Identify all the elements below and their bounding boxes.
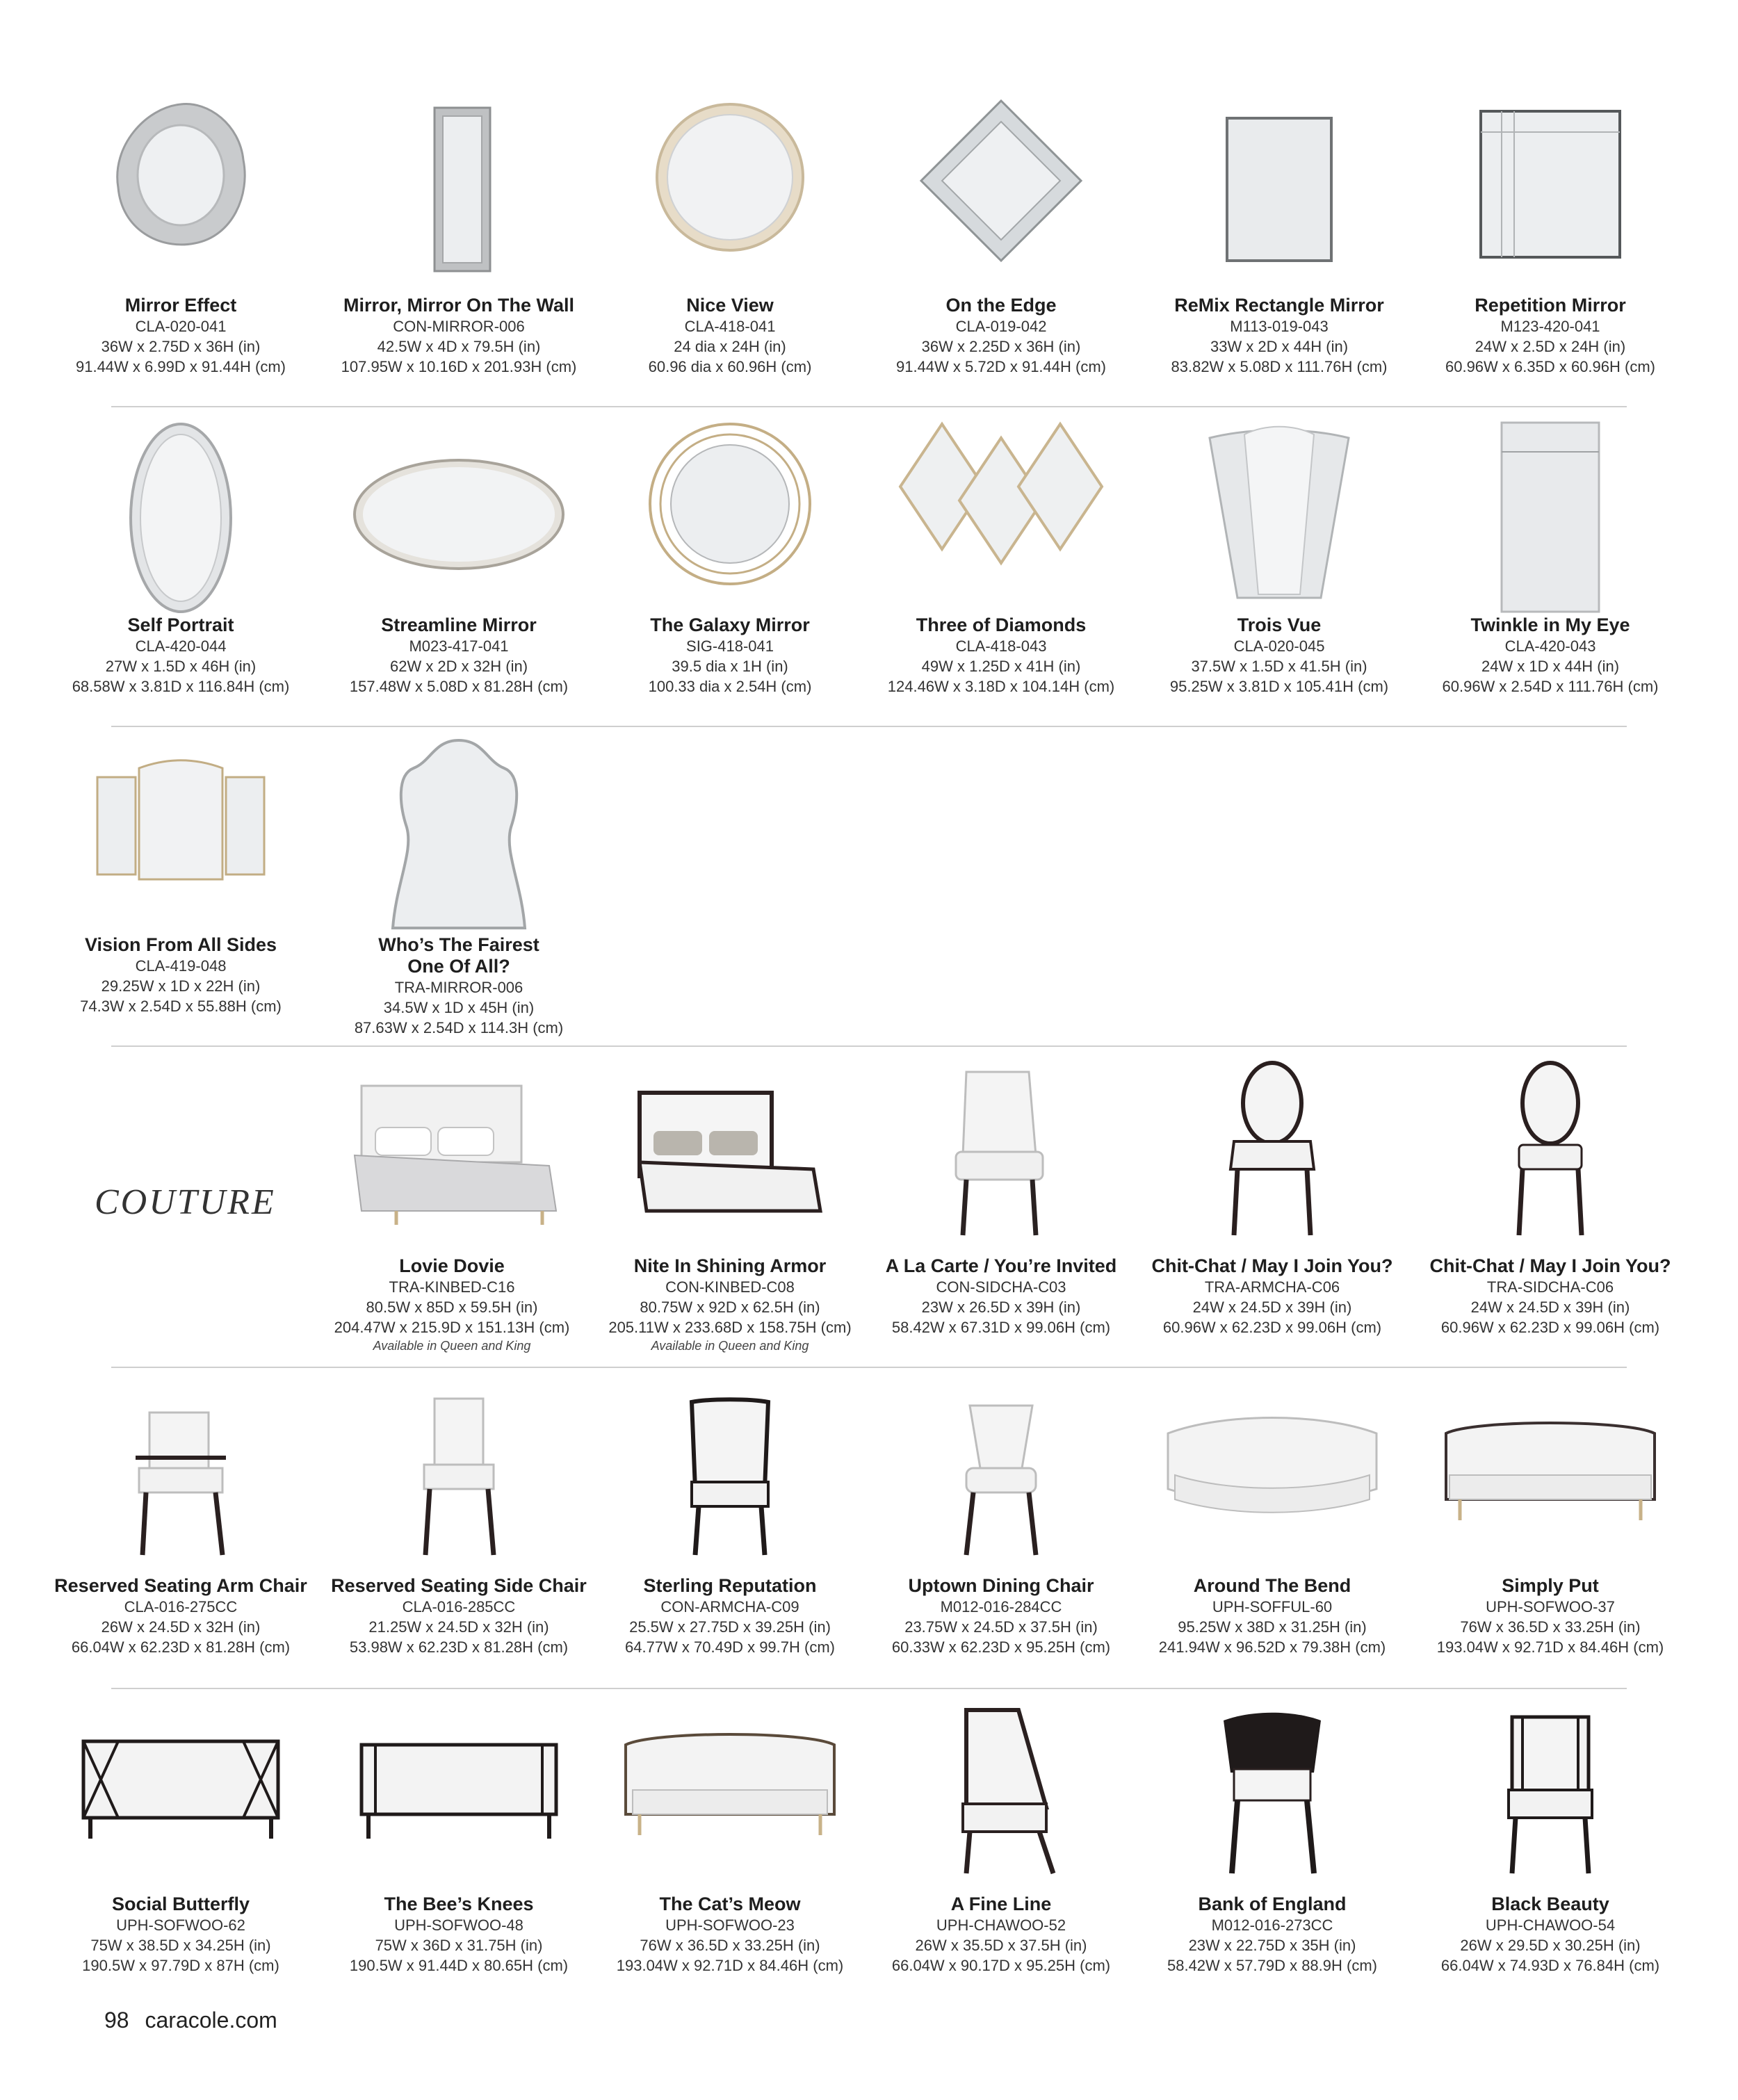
product-dims-cm: 241.94W x 96.52D x 79.38H (cm) xyxy=(1158,1638,1386,1656)
product-name: Sterling Reputation xyxy=(643,1575,817,1596)
product-dims-in: 80.75W x 92D x 62.5H (in) xyxy=(640,1299,820,1316)
product-dims-in: 25.5W x 27.75D x 39.25H (in) xyxy=(629,1618,831,1636)
product-name: Three of Diamonds xyxy=(916,614,1087,635)
row-divider xyxy=(111,406,1627,407)
product-dims-in: 36W x 2.75D x 36H (in) xyxy=(101,338,261,355)
product-dims-in: 24 dia x 24H (in) xyxy=(674,338,786,355)
product-sku: M113-019-043 xyxy=(1230,318,1329,335)
product-sku: CLA-418-043 xyxy=(955,637,1047,655)
site-link[interactable]: caracole.com xyxy=(145,2008,277,2033)
product-dims-in: 76W x 36.5D x 33.25H (in) xyxy=(640,1937,820,1954)
round-mirror-icon xyxy=(598,90,862,320)
product-dims-cm: 60.33W x 62.23D x 95.25H (cm) xyxy=(891,1638,1111,1656)
product-dims-in: 95.25W x 38D x 31.25H (in) xyxy=(1178,1618,1367,1636)
square-mirror-icon xyxy=(1418,90,1682,320)
product-sku: M012-016-273CC xyxy=(1211,1916,1333,1934)
product-sku: UPH-CHAWOO-54 xyxy=(1485,1916,1616,1934)
product-sku: CLA-418-041 xyxy=(684,318,776,335)
product-dims-cm: 60.96W x 6.35D x 60.96H (cm) xyxy=(1445,358,1655,375)
lounge-chair-icon xyxy=(869,1689,1133,1919)
product-dims-cm: 193.04W x 92.71D x 84.46H (cm) xyxy=(616,1957,844,1974)
product-name: The Cat’s Meow xyxy=(659,1894,801,1914)
product-sku: SIG-418-041 xyxy=(686,637,774,655)
product-sku: CON-MIRROR-006 xyxy=(393,318,525,335)
product-name: ReMix Rectangle Mirror xyxy=(1174,295,1384,316)
product-dims-cm: 60.96W x 62.23D x 99.06H (cm) xyxy=(1162,1319,1382,1336)
product-sku: UPH-SOFWOO-37 xyxy=(1486,1598,1615,1615)
curved-sofa-icon xyxy=(1140,1371,1404,1600)
product-name: Simply Put xyxy=(1502,1575,1599,1596)
fan-mirror-icon xyxy=(1147,410,1411,640)
product-dims-in: 29.25W x 1D x 22H (in) xyxy=(101,977,261,995)
product-note: Available in Queen and King xyxy=(373,1339,531,1353)
spindle-sofa-icon xyxy=(327,1689,591,1919)
product-dims-in: 23W x 22.75D x 35H (in) xyxy=(1188,1937,1356,1954)
section-label: COUTURE xyxy=(95,1182,276,1222)
product-dims-in: 24W x 24.5D x 39H (in) xyxy=(1470,1299,1630,1316)
product-sku: CLA-016-285CC xyxy=(402,1598,516,1615)
tall-rectangle-mirror-icon xyxy=(1418,410,1682,640)
product-name: The Bee’s Knees xyxy=(384,1894,534,1914)
product-name: Who’s The Fairest One Of All? xyxy=(378,934,539,977)
product-sku: CON-SIDCHA-C03 xyxy=(936,1278,1066,1296)
product-sku: UPH-SOFWOO-62 xyxy=(116,1916,245,1934)
oval-back-side-chair-icon xyxy=(1418,1051,1682,1280)
sofa-icon xyxy=(1418,1371,1682,1600)
product-name: Lovie Dovie xyxy=(399,1255,505,1276)
product-dims-cm: 68.58W x 3.81D x 116.84H (cm) xyxy=(72,678,290,695)
product-name: The Galaxy Mirror xyxy=(650,614,810,635)
product-sku: CON-KINBED-C08 xyxy=(665,1278,795,1296)
product-dims-in: 37.5W x 1.5D x 41.5H (in) xyxy=(1191,658,1367,675)
product-sku: CLA-420-044 xyxy=(135,637,227,655)
product-dims-in: 62W x 2D x 32H (in) xyxy=(389,658,528,675)
product-name: Chit-Chat / May I Join You? xyxy=(1429,1255,1671,1276)
product-dims-cm: 95.25W x 3.81D x 105.41H (cm) xyxy=(1169,678,1389,695)
triple-diamond-mirror-icon xyxy=(869,410,1133,640)
row-divider xyxy=(111,1045,1627,1047)
tufted-sofa-icon xyxy=(598,1689,862,1919)
product-name: Nice View xyxy=(686,295,774,316)
product-dims-cm: 91.44W x 6.99D x 91.44H (cm) xyxy=(75,358,286,375)
product-sku: CON-ARMCHA-C09 xyxy=(660,1598,799,1615)
product-dims-in: 75W x 38.5D x 34.25H (in) xyxy=(90,1937,271,1954)
product-sku: CLA-020-045 xyxy=(1233,637,1325,655)
product-name: Nite In Shining Armor xyxy=(633,1255,827,1276)
page-footer xyxy=(104,2008,277,2033)
product-name: Streamline Mirror xyxy=(381,614,537,635)
dining-chair-icon xyxy=(869,1371,1133,1600)
product-dims-in: 21.25W x 24.5D x 32H (in) xyxy=(368,1618,549,1636)
product-dims-in: 80.5W x 85D x 59.5H (in) xyxy=(366,1299,538,1316)
lattice-sofa-icon xyxy=(49,1689,313,1919)
product-name: Mirror, Mirror On The Wall xyxy=(343,295,575,316)
product-sku: M023-417-041 xyxy=(409,637,509,655)
product-name: Mirror Effect xyxy=(124,295,237,316)
product-name: A La Carte / You’re Invited xyxy=(885,1255,1117,1276)
product-dims-in: 24W x 1D x 44H (in) xyxy=(1481,658,1620,675)
product-dims-in: 23W x 26.5D x 39H (in) xyxy=(921,1299,1081,1316)
product-name: Vision From All Sides xyxy=(84,934,277,955)
upholstered-chair-icon xyxy=(869,1051,1133,1280)
product-name: Trois Vue xyxy=(1237,614,1322,635)
bed-icon xyxy=(320,1051,584,1280)
product-sku: TRA-SIDCHA-C06 xyxy=(1486,1278,1614,1296)
triptych-mirror-icon xyxy=(49,730,313,959)
product-dims-cm: 74.3W x 2.54D x 55.88H (cm) xyxy=(80,998,282,1015)
product-dims-cm: 100.33 dia x 2.54H (cm) xyxy=(648,678,812,695)
product-dims-cm: 87.63W x 2.54D x 114.3H (cm) xyxy=(354,1019,564,1036)
product-dims-cm: 60.96W x 2.54D x 111.76H (cm) xyxy=(1442,678,1659,695)
product-name: Bank of England xyxy=(1198,1894,1347,1914)
product-dims-in: 34.5W x 1D x 45H (in) xyxy=(383,999,535,1016)
product-name: Black Beauty xyxy=(1491,1894,1609,1914)
product-sku: CLA-020-041 xyxy=(135,318,227,335)
product-dims-in: 49W x 1.25D x 41H (in) xyxy=(921,658,1081,675)
diamond-mirror-icon xyxy=(869,90,1133,320)
product-dims-cm: 66.04W x 74.93D x 76.84H (cm) xyxy=(1440,1957,1660,1974)
product-dims-in: 36W x 2.25D x 36H (in) xyxy=(921,338,1081,355)
product-dims-in: 26W x 24.5D x 32H (in) xyxy=(101,1618,261,1636)
product-dims-cm: 124.46W x 3.18D x 104.14H (cm) xyxy=(887,678,1115,695)
product-dims-in: 75W x 36D x 31.75H (in) xyxy=(375,1937,543,1954)
product-sku: UPH-SOFFUL-60 xyxy=(1212,1598,1333,1615)
oval-horizontal-mirror-icon xyxy=(327,410,591,640)
product-name: Self Portrait xyxy=(127,614,234,635)
product-dims-in: 76W x 36.5D x 33.25H (in) xyxy=(1460,1618,1641,1636)
galaxy-round-mirror-icon xyxy=(598,410,862,640)
product-dims-in: 26W x 35.5D x 37.5H (in) xyxy=(915,1937,1087,1954)
oval-vertical-mirror-icon xyxy=(49,410,313,640)
product-name: On the Edge xyxy=(945,295,1057,316)
row-divider xyxy=(111,726,1627,727)
product-sku: TRA-MIRROR-006 xyxy=(394,979,523,996)
product-name: A Fine Line xyxy=(950,1894,1052,1914)
product-sku: M012-016-284CC xyxy=(940,1598,1062,1615)
row-divider xyxy=(111,1367,1627,1368)
product-sku: TRA-ARMCHA-C06 xyxy=(1204,1278,1340,1296)
rectangle-mirror-icon xyxy=(1147,90,1411,320)
product-name: Around The Bend xyxy=(1193,1575,1351,1596)
arched-mirror-icon xyxy=(327,730,591,959)
side-chair-icon xyxy=(327,1371,591,1600)
tall-framed-mirror-icon xyxy=(327,90,591,320)
product-dims-cm: 205.11W x 233.68D x 158.75H (cm) xyxy=(608,1319,852,1336)
product-dims-in: 26W x 29.5D x 30.25H (in) xyxy=(1460,1937,1641,1954)
product-dims-cm: 58.42W x 57.79D x 88.9H (cm) xyxy=(1167,1957,1377,1974)
product-name: Chit-Chat / May I Join You? xyxy=(1151,1255,1393,1276)
wavy-round-mirror-icon xyxy=(49,90,313,320)
product-dims-in: 39.5 dia x 1H (in) xyxy=(672,658,788,675)
product-dims-cm: 66.04W x 90.17D x 95.25H (cm) xyxy=(891,1957,1111,1974)
product-dims-in: 27W x 1.5D x 46H (in) xyxy=(105,658,257,675)
product-name: Social Butterfly xyxy=(111,1894,250,1914)
product-sku: CLA-016-275CC xyxy=(124,1598,238,1615)
product-dims-cm: 60.96W x 62.23D x 99.06H (cm) xyxy=(1440,1319,1660,1336)
product-sku: CLA-019-042 xyxy=(955,318,1047,335)
dark-frame-bed-icon xyxy=(598,1051,862,1280)
product-dims-cm: 190.5W x 91.44D x 80.65H (cm) xyxy=(349,1957,569,1974)
arm-chair-icon xyxy=(49,1371,313,1600)
product-dims-in: 24W x 24.5D x 39H (in) xyxy=(1192,1299,1352,1316)
spindle-armchair-icon xyxy=(1418,1689,1682,1919)
product-dims-in: 42.5W x 4D x 79.5H (in) xyxy=(377,338,541,355)
product-dims-cm: 91.44W x 5.72D x 91.44H (cm) xyxy=(895,358,1106,375)
product-sku: UPH-SOFWOO-48 xyxy=(394,1916,523,1934)
product-dims-cm: 157.48W x 5.08D x 81.28H (cm) xyxy=(349,678,569,695)
product-dims-cm: 83.82W x 5.08D x 111.76H (cm) xyxy=(1171,358,1388,375)
product-name: Reserved Seating Side Chair xyxy=(331,1575,587,1596)
product-dims-cm: 66.04W x 62.23D x 81.28H (cm) xyxy=(71,1638,291,1656)
product-dims-cm: 60.96 dia x 60.96H (cm) xyxy=(648,358,812,375)
product-sku: UPH-SOFWOO-23 xyxy=(665,1916,795,1934)
product-name: Reserved Seating Arm Chair xyxy=(54,1575,307,1596)
product-name: Twinkle in My Eye xyxy=(1470,614,1630,635)
oval-back-armchair-icon xyxy=(1140,1051,1404,1280)
product-name: Repetition Mirror xyxy=(1475,295,1626,316)
product-dims-in: 33W x 2D x 44H (in) xyxy=(1210,338,1349,355)
product-dims-in: 23.75W x 24.5D x 37.5H (in) xyxy=(904,1618,1098,1636)
product-dims-cm: 53.98W x 62.23D x 81.28H (cm) xyxy=(349,1638,569,1656)
product-name: Uptown Dining Chair xyxy=(908,1575,1094,1596)
product-dims-cm: 64.77W x 70.49D x 99.7H (cm) xyxy=(624,1638,835,1656)
product-dims-cm: 107.95W x 10.16D x 201.93H (cm) xyxy=(341,358,577,375)
barrel-chair-icon xyxy=(1140,1689,1404,1919)
product-sku: CLA-420-043 xyxy=(1504,637,1596,655)
product-dims-in: 24W x 2.5D x 24H (in) xyxy=(1475,338,1626,355)
product-sku: M123-420-041 xyxy=(1500,318,1600,335)
page-number: 98 xyxy=(104,2008,129,2033)
product-sku: TRA-KINBED-C16 xyxy=(389,1278,515,1296)
product-dims-cm: 190.5W x 97.79D x 87H (cm) xyxy=(82,1957,279,1974)
product-sku: UPH-CHAWOO-52 xyxy=(936,1916,1066,1934)
product-dims-cm: 193.04W x 92.71D x 84.46H (cm) xyxy=(1436,1638,1664,1656)
product-dims-cm: 58.42W x 67.31D x 99.06H (cm) xyxy=(891,1319,1111,1336)
wing-armchair-icon xyxy=(598,1371,862,1600)
product-dims-cm: 204.47W x 215.9D x 151.13H (cm) xyxy=(334,1319,570,1336)
product-note: Available in Queen and King xyxy=(651,1339,809,1353)
product-sku: CLA-419-048 xyxy=(135,957,227,975)
